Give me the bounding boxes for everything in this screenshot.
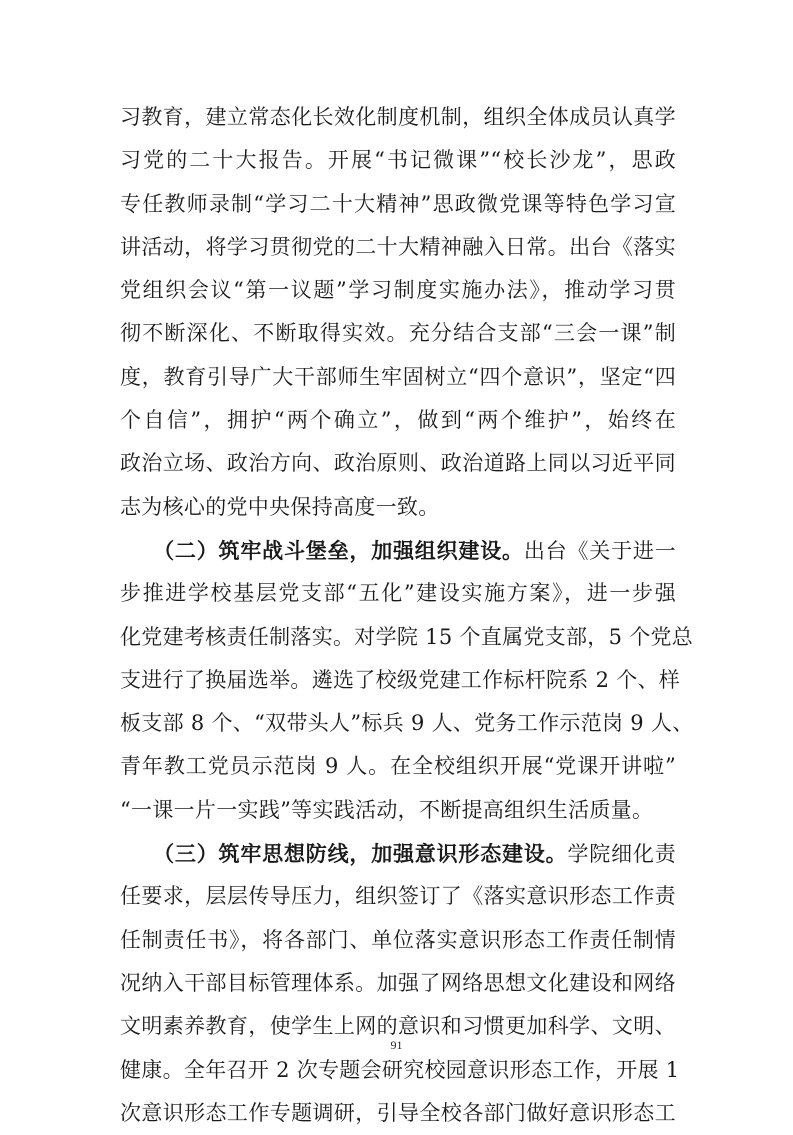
text-line [120, 875, 676, 918]
text-line [120, 702, 694, 745]
text-line [120, 442, 676, 485]
text-line [120, 312, 676, 355]
document-body [120, 96, 694, 1135]
text-line [120, 356, 676, 399]
text-line [120, 919, 676, 962]
body-text: 个自信”，拥护“两个确立”，做到“两个维护”，始终在 [120, 408, 676, 433]
text-line [120, 269, 676, 312]
text-line [120, 572, 676, 615]
body-text: 出台《关于进一 [523, 538, 676, 563]
text-line [120, 789, 676, 832]
body-text: 况纳入干部目标管理体系。加强了网络思想文化建设和网络 [120, 970, 676, 995]
text-line [120, 226, 676, 269]
body-text: 文明素养教育，使学生上网的意识和习惯更加科学、文明、 [120, 1014, 676, 1039]
text-line [120, 139, 676, 182]
text-line [120, 399, 676, 442]
text-line [120, 745, 676, 788]
body-text: 健康。全年召开 2 次专题会研究校园意识形态工作，开展 1 [120, 1057, 680, 1082]
text-line [120, 832, 676, 875]
body-text: 次意识形态工作专题调研，引导全校各部门做好意识形态工 [120, 1100, 676, 1125]
text-line [120, 1092, 676, 1135]
body-text: 青年教工党员示范岗 9 人。在全校组织开展“党课开讲啦” [120, 754, 676, 779]
body-text: 步推进学校基层党支部“五化”建设实施方案》，进一步强 [120, 581, 676, 606]
body-text: 讲活动，将学习贯彻党的二十大精神融入日常。出台《落实 [120, 234, 676, 259]
text-line [120, 486, 676, 529]
body-text: 政治立场、政治方向、政治原则、政治道路上同以习近平同 [120, 451, 676, 476]
body-text: “一课一片一实践”等实践活动，不断提高组织生活质量。 [120, 797, 654, 822]
body-text: 板支部 8 个、“双带头人”标兵 9 人、党务工作示范岗 9 人、 [120, 711, 694, 736]
body-text: 党组织会议“第一议题”学习制度实施办法》，推动学习贯 [120, 278, 676, 303]
body-text: 学院细化责 [567, 842, 676, 867]
text-line [120, 616, 694, 659]
text-line [120, 96, 676, 139]
body-text: 度，教育引导广大干部师生牢固树立“四个意识”，坚定“四 [120, 364, 676, 389]
text-line [120, 1049, 680, 1092]
page-number: 91 [390, 1038, 403, 1052]
section-heading: （三）筑牢思想防线，加强意识形态建设。 [120, 841, 568, 867]
section-heading: （二）筑牢战斗堡垒，加强组织建设。 [120, 537, 524, 563]
body-text: 专任教师录制“学习二十大精神”思政微党课等特色学习宣 [120, 191, 676, 216]
body-text: 习党的二十大报告。开展“书记微课”“校长沙龙”，思政 [120, 148, 676, 173]
text-line [120, 183, 676, 226]
body-text: 任制责任书》，将各部门、单位落实意识形态工作责任制情 [120, 927, 676, 952]
text-line [120, 962, 676, 1005]
body-text: 习教育，建立常态化长效化制度机制，组织全体成员认真学 [120, 105, 676, 129]
text-line [120, 529, 676, 572]
body-text: 彻不断深化、不断取得实效。充分结合支部“三会一课”制 [120, 321, 676, 346]
body-text: 志为核心的党中央保持高度一致。 [120, 494, 440, 519]
body-text: 支进行了换届选举。遴选了校级党建工作标杆院系 2 个、样 [120, 667, 681, 692]
body-text: 任要求，层层传导压力，组织签订了《落实意识形态工作责 [120, 884, 676, 909]
body-text: 化党建考核责任制落实。对学院 15 个直属党支部，5 个党总 [120, 624, 694, 649]
text-line [120, 659, 681, 702]
